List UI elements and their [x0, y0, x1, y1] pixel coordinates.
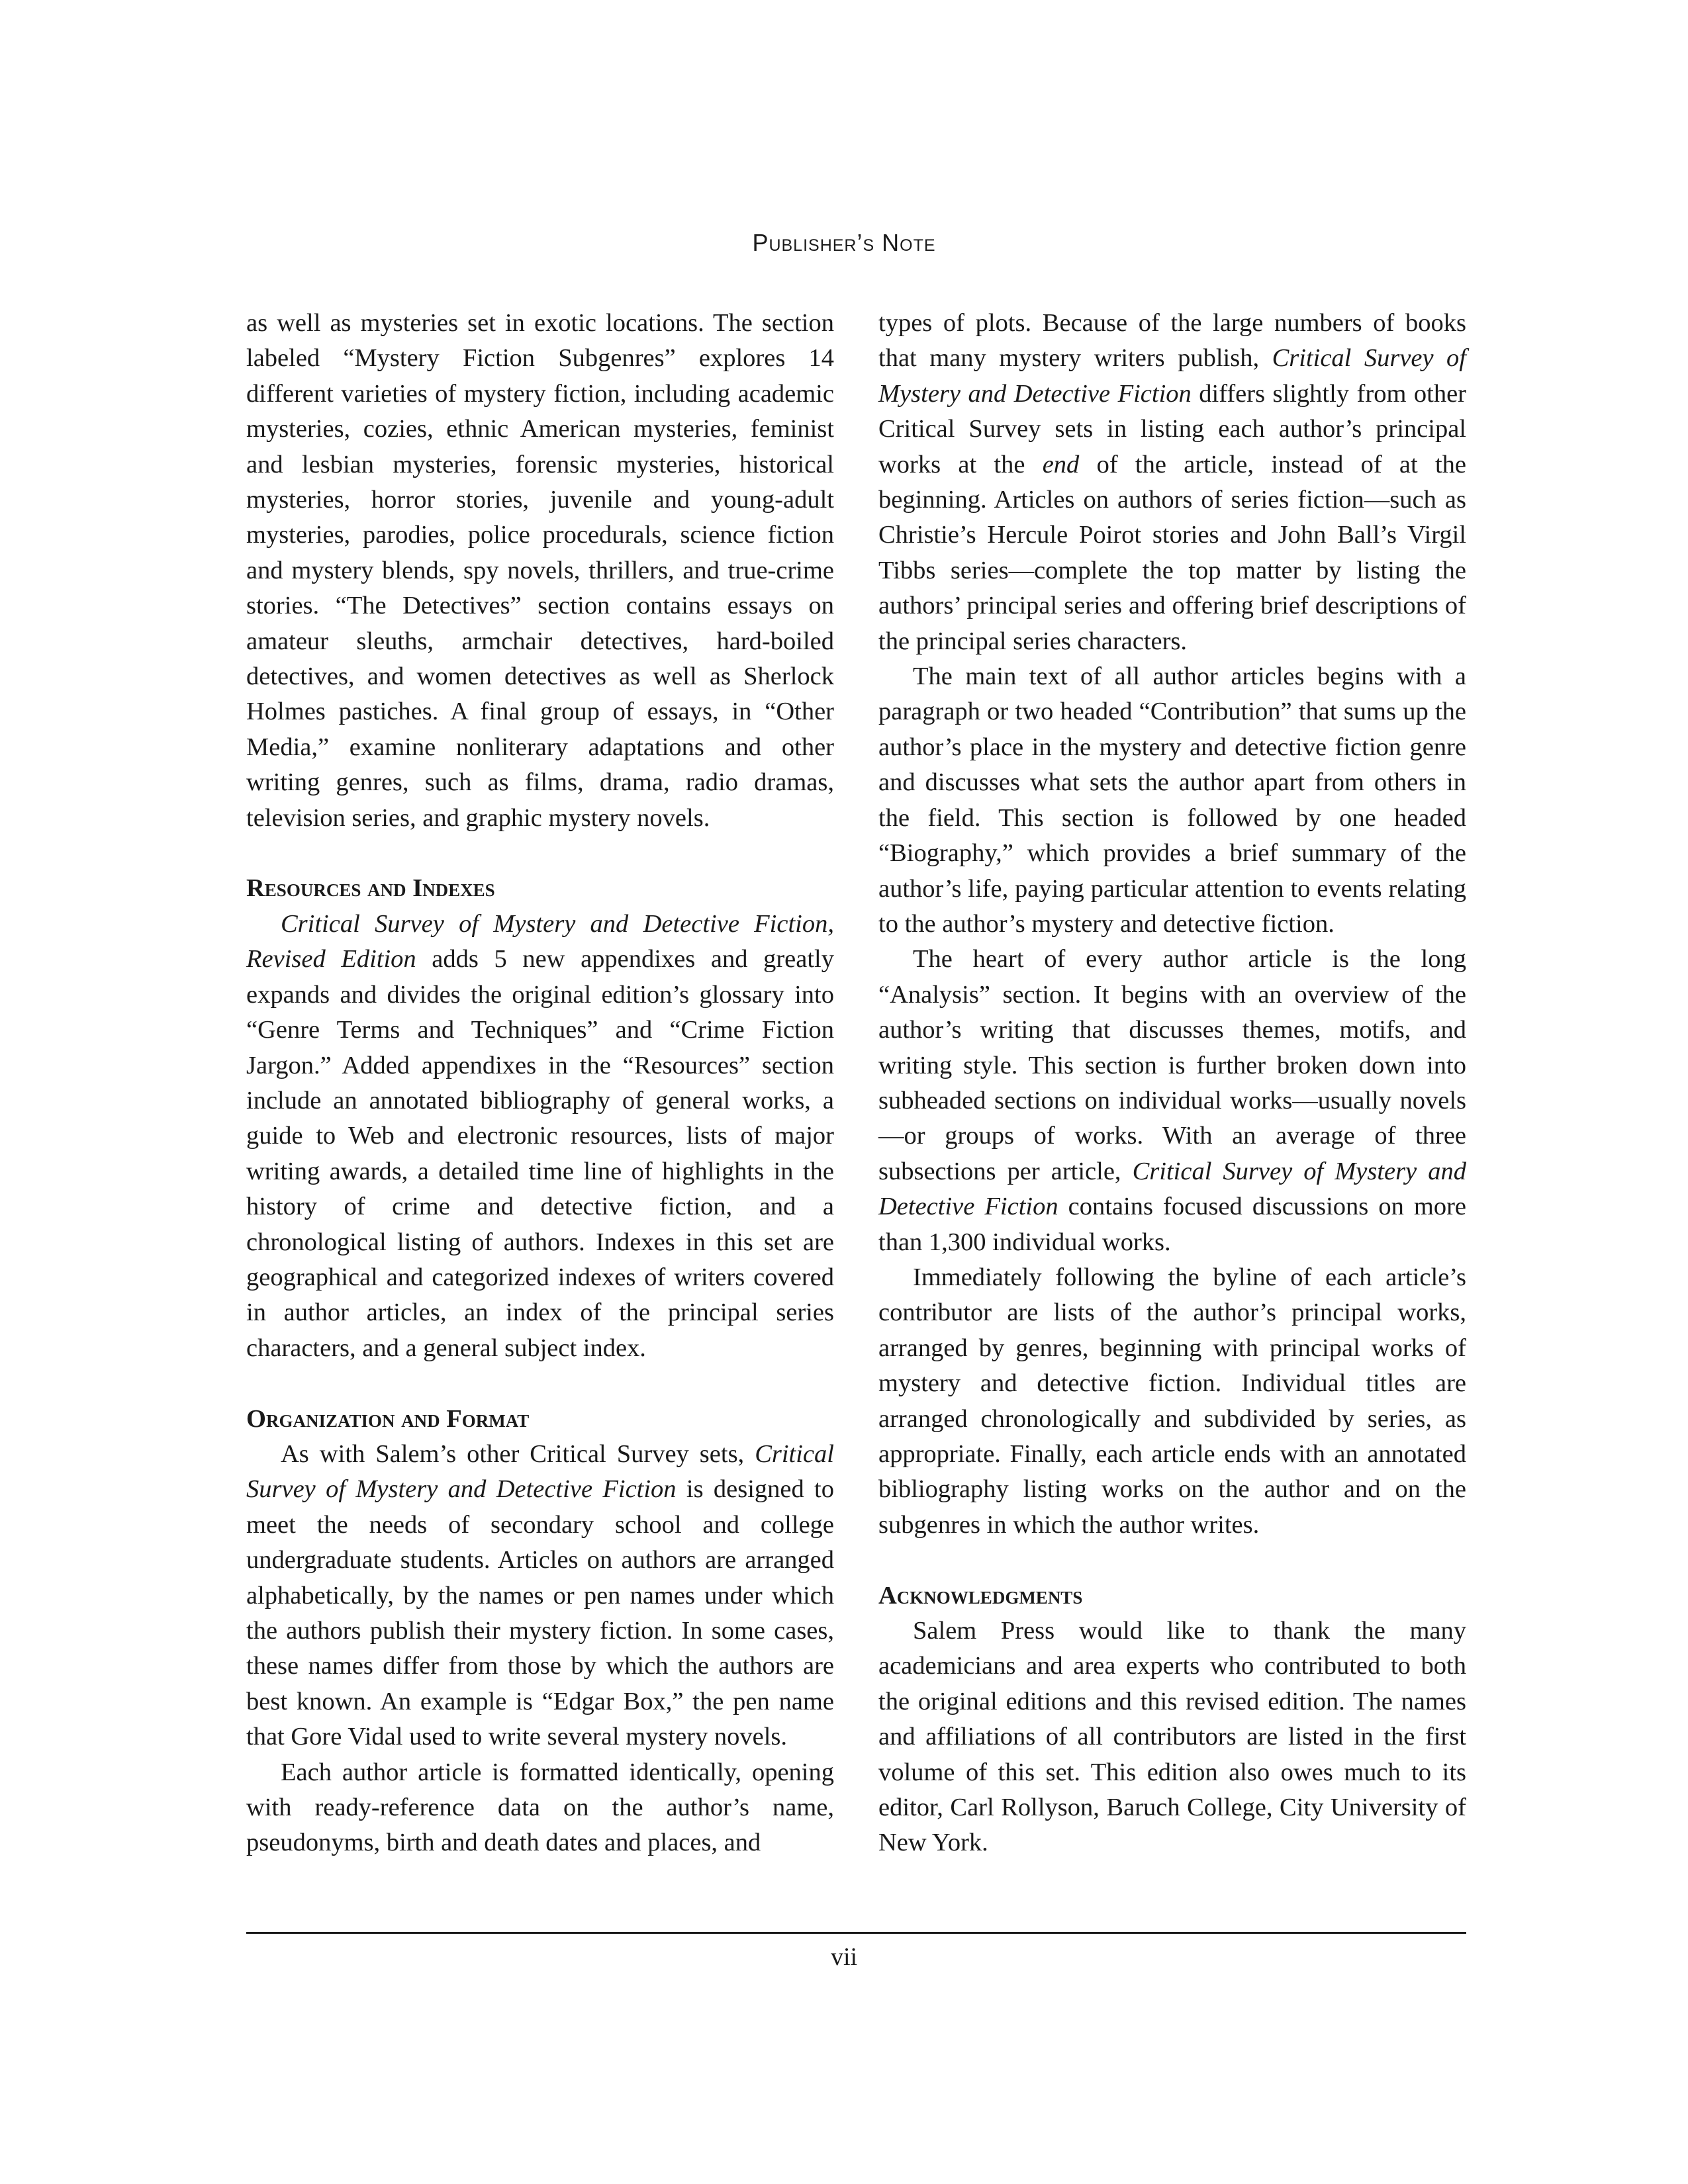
section-heading-acknowledgments: Acknowledgments [878, 1581, 1083, 1610]
right-column [878, 306, 1466, 1861]
paragraph-text: As with Salem’s other Critical Survey sets, [281, 1439, 755, 1468]
paragraph [246, 1437, 834, 1755]
paragraph: The main text of all author articles begins with a paragraph or two headed “Contribution” that sums up the author’s place in the mystery and detective fiction genre and discusses what sets the author apart from others in the field. This section is followed by one headed “Biography,” which provides a brief summary of the author’s life, paying particular attention to events relating to the author’s mystery and detective fiction. [878, 662, 1466, 938]
paragraph [246, 907, 834, 1366]
paragraph-text: is designed to meet the needs of secondary school and college undergraduate students. Articles on authors are arranged alphabetically, by the names or pen names under which the authors publish their mystery fiction. In some cases, these names differ from those by which the authors are best known. An example is “Edgar Box,” the pen name that Gore Vidal used to write several mystery novels. [246, 1475, 834, 1751]
paragraph-text: of the article, instead of at the beginning. Articles on authors of series fiction—such as Christie’s Hercule Poirot stories and John Ball’s Virgil Tibbs series—complete the top matter by listing the authors’ principal series and offering brief descriptions of the principal series characters. [878, 450, 1466, 655]
emphasis: end [1042, 450, 1080, 478]
paragraph: Immediately following the byline of each article’s contributor are lists of the author’s principal works, arranged by genres, beginning with principal works of mystery and detective fiction. Individual titles are arranged chronologically and subdivided by series, as appropriate. Finally, each article ends with an annotated bibliography listing works on the author and on the subgenres in which the author writes. [878, 1263, 1466, 1539]
book-title: Critical Survey of Mystery and Detective Fiction [246, 1439, 834, 1504]
paragraph-text: The heart of every author article is the long “Analysis” section. It begins with an overview of the author’s writing that discusses themes, motifs, and writing style. This section is further broken down into subheaded sections on individual works—usually novels—or groups of works. With an average of three subsections per article, [878, 945, 1466, 1185]
page-number: vii [830, 1943, 858, 1971]
paragraph-text: adds 5 new appendixes and greatly expands and divides the original edition’s glossary into “Genre Terms and Techniques” and “Crime Fiction Jargon.” Added appendixes in the “Resources” section include an annotated bibliography of general works, a guide to Web and electronic resources, lists of major writing awards, a detailed time line of highlights in the history of crime and detective fiction, and a chronological listing of authors. Indexes in this set are geographical and categorized indexes of writers covered in author articles, an index of the principal series characters, and a general subject index. [246, 945, 834, 1362]
section-heading-organization: Organization and Format [246, 1404, 530, 1433]
book-title: Critical Survey of Mystery and Detective Fiction, Revised Edition [246, 909, 834, 974]
footer-rule [246, 1932, 1466, 1934]
section-heading-resources: Resources and Indexes [246, 874, 495, 903]
paragraph: Salem Press would like to thank the many academicians and area experts who contributed to both the original editions and this revised edition. The names and affiliations of all contributors are listed in the first volume of this set. This edition also owes much to its editor, Carl Rollyson, Baruch College, City University of New York. [878, 1617, 1466, 1857]
paragraph [878, 942, 1466, 1260]
paragraph [878, 306, 1466, 659]
paragraph-text: types of plots. Because of the large numbers of books that many mystery writers publish, [878, 309, 1466, 373]
paragraph: Each author article is formatted identically, opening with ready-reference data on the author’s name, pseudonyms, birth and death dates and places, and [246, 1758, 834, 1857]
book-title: Critical Survey of Mystery and Detective Fiction [878, 344, 1466, 408]
book-title: Critical Survey of Mystery and Detective Fiction [878, 1157, 1466, 1221]
left-column [246, 306, 834, 1861]
running-head: Publisher’s Note [752, 229, 936, 256]
paragraph-text: contains focused discussions on more than 1,300 individual works. [878, 1193, 1466, 1256]
paragraph-text: differs slightly from other Critical Survey sets in listing each author’s principal works at the [878, 379, 1466, 478]
paragraph: as well as mysteries set in exotic locations. The section labeled “Mystery Fiction Subgenres” explores 14 different varieties of mystery fiction, including academic mysteries, cozies, ethnic American mysteries, feminist and lesbian mysteries, forensic mysteries, historical mysteries, horror stories, juvenile and young-adult mysteries, parodies, police procedurals, science fiction and mystery blends, spy novels, thrillers, and true-crime stories. “The Detectives” section contains essays on amateur sleuths, armchair detectives, hard-boiled detectives, and women detectives as well as Sherlock Holmes pastiches. A final group of essays, in “Other Media,” examine nonliterary adaptations and other writing genres, such as films, drama, radio dramas, television series, and graphic mystery novels. [246, 309, 834, 832]
